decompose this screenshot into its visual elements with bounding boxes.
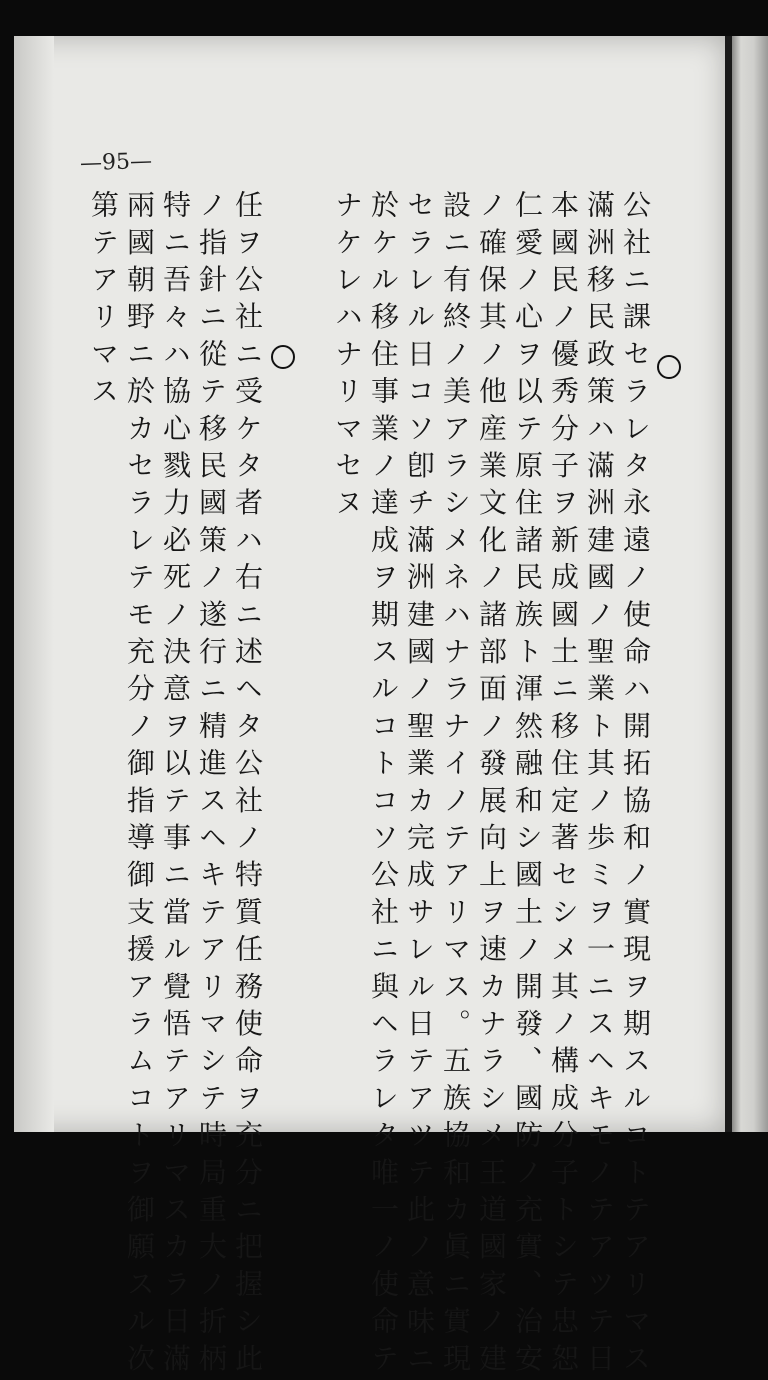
text-column: 公社ニ課セラレタ永遠ノ使命ハ開拓協和ノ實現ヲ期スルコトテアリマス bbox=[619, 190, 652, 1380]
text-column: ノ指針ニ從テ移民國策ノ遂行ニ精進スヘキテアリマシテ時局重大ノ折柄 bbox=[195, 190, 228, 1380]
text-column: 第テアリマス bbox=[87, 190, 120, 414]
text-column: ノ確保其ノ他産業文化ノ諸部面ノ發展向上ヲ速カナラシメ王道國家ノ建 bbox=[475, 190, 508, 1380]
text-column: 設ニ有終ノ美アラシメネハナラナイノテアリマス。五族協和カ眞ニ實現 bbox=[439, 190, 472, 1380]
text-column: 特ニ吾々ハ協心戮力必死ノ決意ヲ以テ事ニ當ル覺悟テアリマスカラ日滿 bbox=[159, 190, 192, 1380]
text-column: セラレル日コソ卽チ滿洲建國ノ聖業カ完成サレル日テアツテ此ノ意味ニ bbox=[403, 190, 436, 1380]
text-column: 任ヲ公社ニ受ケタ者ハ右ニ述ヘタ公社ノ特質任務使命ヲ充分ニ把握シ此 bbox=[231, 190, 264, 1380]
text-column: 於ケル移住事業ノ達成ヲ期スルコトコソ公社ニ與ヘラレタ唯一ノ使命テ bbox=[367, 190, 400, 1380]
section-two-marker bbox=[271, 345, 295, 369]
page-gutter bbox=[725, 36, 732, 1132]
text-column: 本國民ノ優秀分子ヲ新成國土ニ移住定著セシメ其ノ構成分子トシテ忠恕 bbox=[547, 190, 580, 1380]
text-column: ナケレハナリマセヌ bbox=[331, 190, 364, 525]
text-column: 滿洲移民政策ハ滿洲建國ノ聖業ト其ノ歩ミヲ一ニスヘキモノテアツテ日 bbox=[583, 190, 616, 1380]
text-column: 仁愛ノ心ヲ以テ原住諸民族ト渾然融和シ國土ノ開發、國防ノ充實、治安 bbox=[511, 190, 544, 1380]
section-one-marker bbox=[657, 355, 681, 379]
page-shadow bbox=[14, 36, 54, 1132]
next-page-edge bbox=[732, 36, 768, 1132]
page-number: —95— bbox=[79, 148, 153, 177]
text-column: 兩國朝野ニ於カセラレテモ充分ノ御指導御支援アラムコトヲ御願スル次 bbox=[123, 190, 156, 1380]
